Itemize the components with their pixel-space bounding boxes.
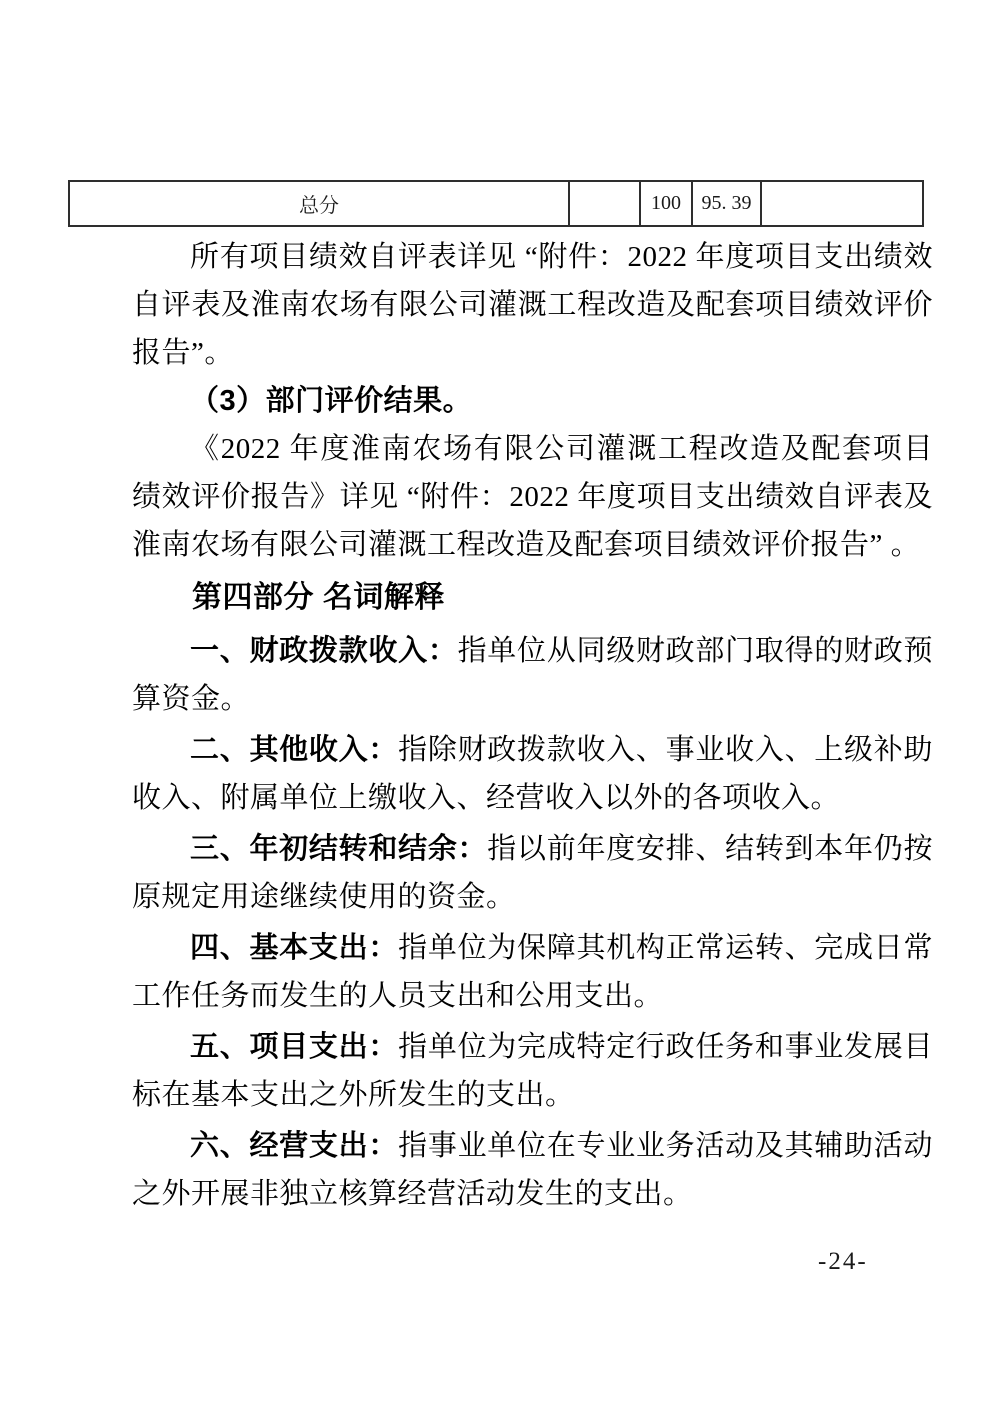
score-table	[68, 180, 924, 227]
table-cell-empty-1	[569, 181, 640, 226]
term-lead: 五、项目支出：	[190, 1031, 399, 1063]
term-body: 指事业单位在专业业务活动及其辅助活动之外开展非独立核算经营活动发生的支出。	[132, 1130, 933, 1210]
term-body: 指单位为保障其机构正常运转、完成日常工作任务而发生的人员支出和公用支出。	[132, 932, 933, 1012]
term-lead: 六、经营支出：	[190, 1130, 399, 1162]
table-row-total	[69, 181, 923, 226]
page-number: -24-	[818, 1248, 868, 1275]
term-body: 指以前年度安排、结转到本年仍按原规定用途继续使用的资金。	[132, 833, 933, 913]
paragraph-self-eval-attachment: 所有项目绩效自评表详见 “附件：2022 年度项目支出绩效自评表及淮南农场有限公司灌溉工程改造及配套项目绩效评价报告”。	[132, 241, 933, 369]
term-item-operating-expenditure	[132, 1122, 933, 1218]
term-body: 指单位从同级财政部门取得的财政预算资金。	[132, 635, 933, 715]
table-cell-total-label: 总分	[69, 181, 569, 226]
term-item-fiscal-appropriation-income	[132, 627, 933, 723]
table-cell-actual-score: 95. 39	[692, 181, 761, 226]
term-body: 指单位为完成特定行政任务和事业发展目标在基本支出之外所发生的支出。	[132, 1031, 933, 1111]
document-body	[132, 233, 933, 1218]
term-item-carryover-balance	[132, 825, 933, 921]
term-lead: 二、其他收入：	[190, 734, 399, 766]
term-item-basic-expenditure	[132, 924, 933, 1020]
term-lead: 三、年初结转和结余：	[190, 833, 488, 865]
term-item-other-income	[132, 726, 933, 822]
paragraph-eval-report-reference: 《2022 年度淮南农场有限公司灌溉工程改造及配套项目绩效评价报告》详见 “附件：2022 年度项目支出绩效自评表及淮南农场有限公司灌溉工程改造及配套项目绩效评价报告” 。	[132, 433, 933, 561]
term-lead: 一、财政拨款收入：	[190, 635, 458, 667]
term-lead: 四、基本支出：	[190, 932, 399, 964]
table-cell-max-score: 100	[640, 181, 692, 226]
table-cell-empty-2	[761, 181, 923, 226]
term-body: 指除财政拨款收入、事业收入、上级补助收入、附属单位上缴收入、经营收入以外的各项收入。	[132, 734, 933, 814]
term-item-project-expenditure	[132, 1023, 933, 1119]
heading-department-eval-result: （3）部门评价结果。	[190, 385, 473, 417]
section-heading-part4-glossary: 第四部分 名词解释	[192, 581, 445, 614]
